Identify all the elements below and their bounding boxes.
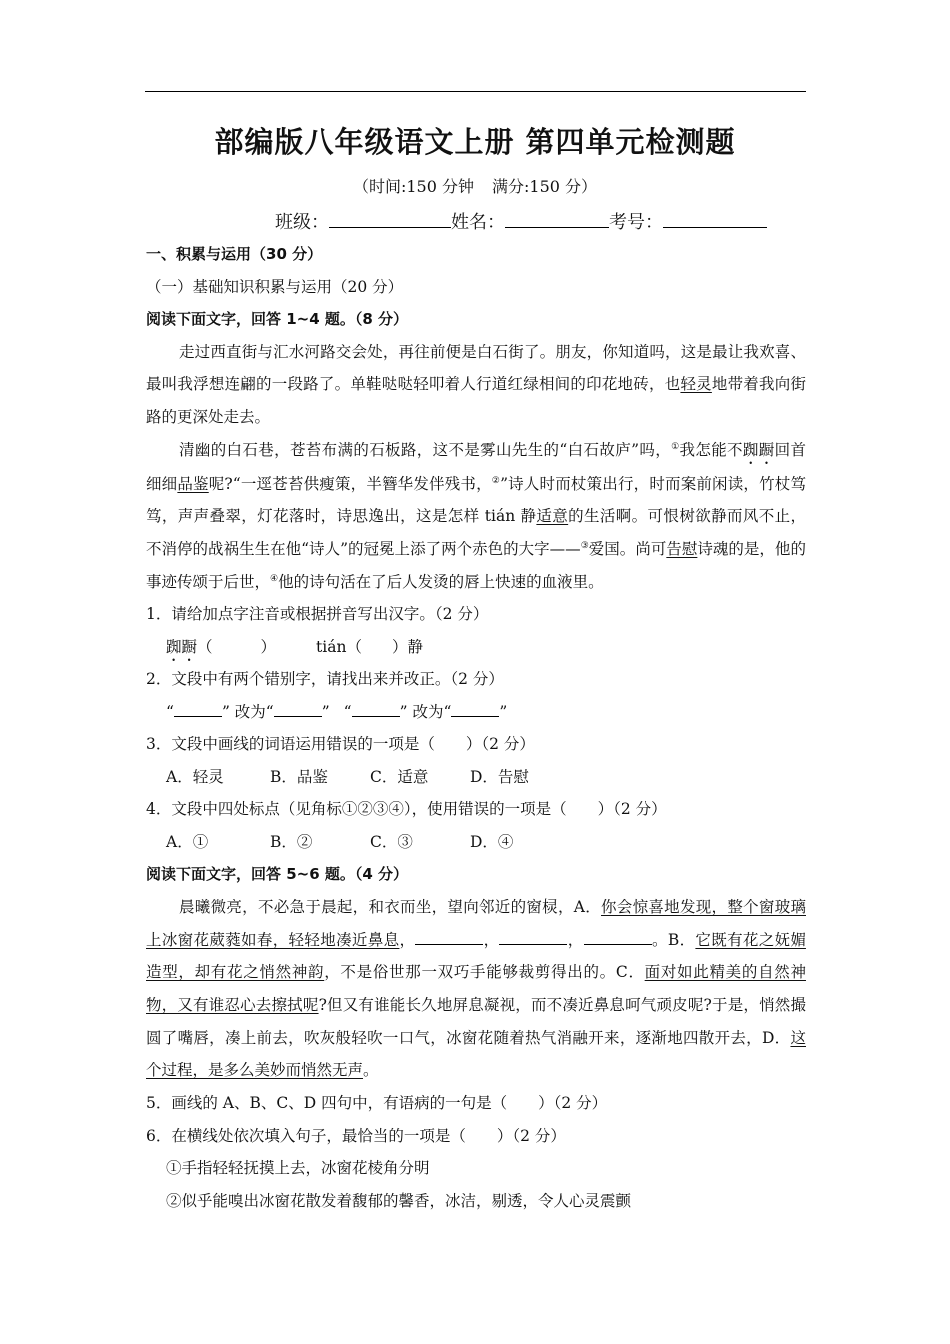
passage-1-paragraph-1: 走过西直街与汇水河路交会处，再往前便是白石街了。朋友，你知道吗，这是最让我欢喜、最叫我浮想连翩的一段路了。单鞋哒哒轻叩着人行道红绿相间的印花地砖，也轻灵地带着我向街路的更深处走去。 bbox=[146, 342, 806, 426]
footnote-marker: ① bbox=[671, 441, 680, 452]
question-3: 3．文段中画线的词语运用错误的一项是（ ）（2 分） bbox=[146, 735, 535, 754]
option-a[interactable]: A．① bbox=[166, 832, 209, 851]
name-blank[interactable] bbox=[505, 209, 609, 228]
underlined-sentence-b: 它既有花之妩媚造型，却有花之悄然神韵 bbox=[146, 930, 806, 982]
question-1: 1．请给加点字注音或根据拼音写出汉字。（2 分） bbox=[146, 605, 489, 624]
exam-time: （时间:150 分钟 bbox=[352, 177, 474, 196]
exam-meta bbox=[0, 174, 950, 197]
class-blank[interactable] bbox=[329, 209, 451, 228]
question-4: 4．文段中四处标点（见角标①②③④），使用错误的一项是（ ）（2 分） bbox=[146, 800, 667, 819]
footnote-marker: ② bbox=[491, 475, 501, 486]
fill-blank-2[interactable] bbox=[499, 930, 567, 945]
option-c[interactable]: C．③ bbox=[370, 832, 413, 851]
option-c[interactable]: C．适意 bbox=[370, 767, 429, 786]
question-1-blanks: 踟蹰（ ） tián（ ）静 bbox=[166, 637, 423, 656]
reading-instruction-1: 阅读下面文字，回答 1~4 题。（8 分） bbox=[146, 310, 409, 328]
question-6-item-2: ②似乎能嗅出冰窗花散发着馥郁的馨香，冰洁，剔透，令人心灵震颤 bbox=[166, 1191, 632, 1210]
underlined-sentence-a: 你会惊喜地发现，整个窗玻璃上冰窗花葳蕤如春，轻轻地凑近鼻息 bbox=[146, 897, 806, 949]
option-d[interactable]: D．告慰 bbox=[470, 767, 529, 786]
question-3-options bbox=[146, 761, 806, 794]
underlined-word: 轻灵 bbox=[680, 375, 712, 394]
question-6: 6．在横线处依次填入句子，最恰当的一项是（ ）（2 分） bbox=[146, 1126, 566, 1145]
fill-blank-1[interactable] bbox=[415, 930, 483, 945]
passage-1-paragraph-2: 清幽的白石巷，苍苔布满的石板路，这不是雾山先生的“白石故庐”吗，①我怎能不踟蹰回首细细品鉴呢?“一逕苍苔供瘦策，半簪华发伴残书，②”诗人时而杖策出行，时而案前闲读，竹杖笃笃，声声叠翠，灯花落时，诗思逸出，这是怎样 tián 静适意的生活啊。可恨树欲静而风不止，不消停的战祸生生在他“诗人”的冠冕上添了两个赤色的大字——③爱国。尚可告慰诗魂的是，他的事迹传颂于后世，④他的诗句活在了后人发烫的唇上快速的血液里。 bbox=[146, 440, 806, 591]
underlined-word: 品鉴 bbox=[177, 474, 209, 493]
subsection-heading: （一）基础知识积累与运用（20 分） bbox=[146, 277, 404, 296]
question-2: 2．文段中有两个错别字，请找出来并改正。（2 分） bbox=[146, 670, 504, 689]
question-6-item-1: ①手指轻轻抚摸上去，冰窗花棱角分明 bbox=[166, 1159, 430, 1178]
q2-blank-1[interactable] bbox=[174, 702, 222, 717]
q2-blank-4[interactable] bbox=[451, 702, 499, 717]
page-title: 部编版八年级语文上册 第四单元检测题 bbox=[214, 125, 736, 159]
name-label: 姓名： bbox=[451, 212, 505, 233]
option-d[interactable]: D．④ bbox=[470, 832, 514, 851]
student-info bbox=[275, 208, 767, 234]
question-4-options bbox=[146, 826, 806, 859]
number-label: 考号： bbox=[609, 212, 663, 233]
question-5: 5．画线的 A、B、C、D 四句中，有语病的一句是（ ）（2 分） bbox=[146, 1094, 608, 1113]
dotted-word: 踟蹰 bbox=[742, 440, 775, 459]
number-blank[interactable] bbox=[663, 209, 767, 228]
exam-content bbox=[146, 238, 806, 1217]
option-b[interactable]: B．品鉴 bbox=[270, 767, 328, 786]
option-a[interactable]: A．轻灵 bbox=[166, 767, 224, 786]
underlined-word: 告慰 bbox=[666, 540, 698, 559]
passage-2-paragraph: 晨曦微亮，不必急于晨起，和衣而坐，望向邻近的窗棂，A．你会惊喜地发现，整个窗玻璃上冰窗花葳蕤如春，轻轻地凑近鼻息， ， ， 。B．它既有花之妩媚造型，却有花之悄然神韵，不是俗世那一双巧手能够裁剪得出的。C．面对如此精美的自然神物，又有谁忍心去擦拭呢?但又有谁能长久地屏息凝视，而不凑近鼻息呵气顽皮呢?于是，悄然撮圆了嘴唇，凑上前去，吹灰般轻吹一口气，冰窗花随着热气消融开来，逐渐地四散开去，D．这个过程，是多么美妙而悄然无声。 bbox=[146, 897, 806, 1080]
fill-blank-3[interactable] bbox=[584, 930, 652, 945]
reading-instruction-2: 阅读下面文字，回答 5~6 题。（4 分） bbox=[146, 865, 409, 884]
section-heading: 一、积累与运用（30 分） bbox=[146, 245, 323, 263]
option-b[interactable]: B．② bbox=[270, 832, 313, 851]
footnote-marker: ③ bbox=[580, 541, 589, 552]
class-label: 班级： bbox=[275, 212, 329, 233]
exam-score: 满分:150 分） bbox=[492, 177, 598, 196]
q1-part-b: tián（ bbox=[316, 637, 362, 656]
q2-blank-3[interactable] bbox=[352, 702, 400, 717]
question-2-blanks: “ ” 改为“ ” “ ” 改为“ ” bbox=[166, 702, 508, 721]
q1-part-a: 踟蹰（ bbox=[166, 637, 213, 656]
underlined-sentence-c: 面对如此精美的自然神物，又有谁忍心去擦拭呢 bbox=[146, 963, 806, 1015]
header-rule bbox=[145, 91, 806, 92]
underlined-sentence-d: 这个过程，是多么美妙而悄然无声 bbox=[146, 1028, 806, 1080]
q2-blank-2[interactable] bbox=[274, 702, 322, 717]
underlined-word: 适意 bbox=[536, 507, 569, 526]
footnote-marker: ④ bbox=[270, 573, 279, 584]
